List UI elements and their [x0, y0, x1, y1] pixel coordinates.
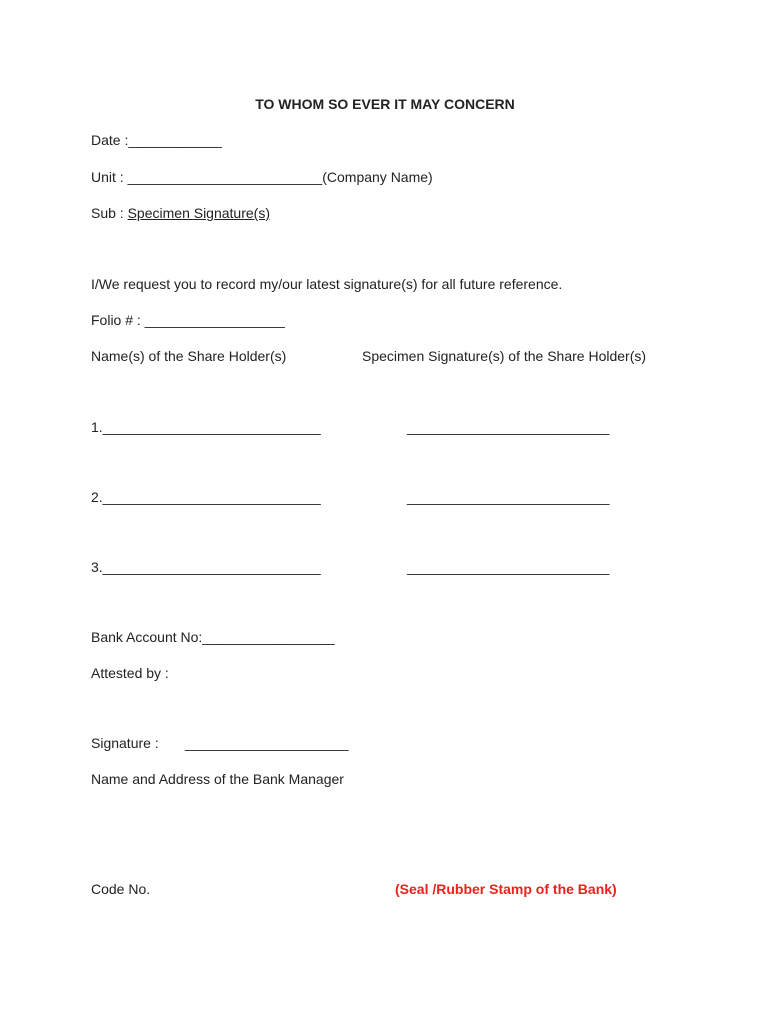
request-statement: I/We request you to record my/our latest signature(s) for all future reference.	[91, 276, 563, 292]
bank-manager-label: Name and Address of the Bank Manager	[91, 771, 344, 787]
date-field[interactable]: Date :____________	[91, 132, 222, 148]
subject-line	[91, 204, 270, 222]
shareholder-name-field-2[interactable]: 2.____________________________	[91, 489, 321, 505]
shareholder-signature-field-1[interactable]: __________________________	[407, 419, 610, 435]
shareholder-signature-field-3[interactable]: __________________________	[407, 559, 610, 575]
signatures-column-header: Specimen Signature(s) of the Share Holder(s)	[362, 348, 647, 364]
shareholder-signature-field-2[interactable]: __________________________	[407, 489, 610, 505]
page-title: TO WHOM SO EVER IT MAY CONCERN	[255, 96, 515, 112]
bank-stamp-note: (Seal /Rubber Stamp of the Bank)	[395, 881, 617, 897]
folio-field[interactable]: Folio # : __________________	[91, 312, 285, 328]
shareholder-name-field-3[interactable]: 3.____________________________	[91, 559, 321, 575]
signature-label: Signature :	[91, 735, 159, 751]
bank-account-field[interactable]: Bank Account No:_________________	[91, 629, 335, 645]
subject-text: Specimen Signature(s)	[127, 205, 270, 221]
unit-field[interactable]: Unit : _________________________(Company Name)	[91, 169, 433, 185]
signature-field[interactable]: _____________________	[185, 735, 349, 751]
names-column-header: Name(s) of the Share Holder(s)	[91, 348, 287, 364]
attested-by-label: Attested by :	[91, 665, 169, 681]
code-no-label: Code No.	[91, 881, 151, 897]
subject-prefix: Sub :	[91, 205, 128, 221]
shareholder-name-field-1[interactable]: 1.____________________________	[91, 419, 321, 435]
